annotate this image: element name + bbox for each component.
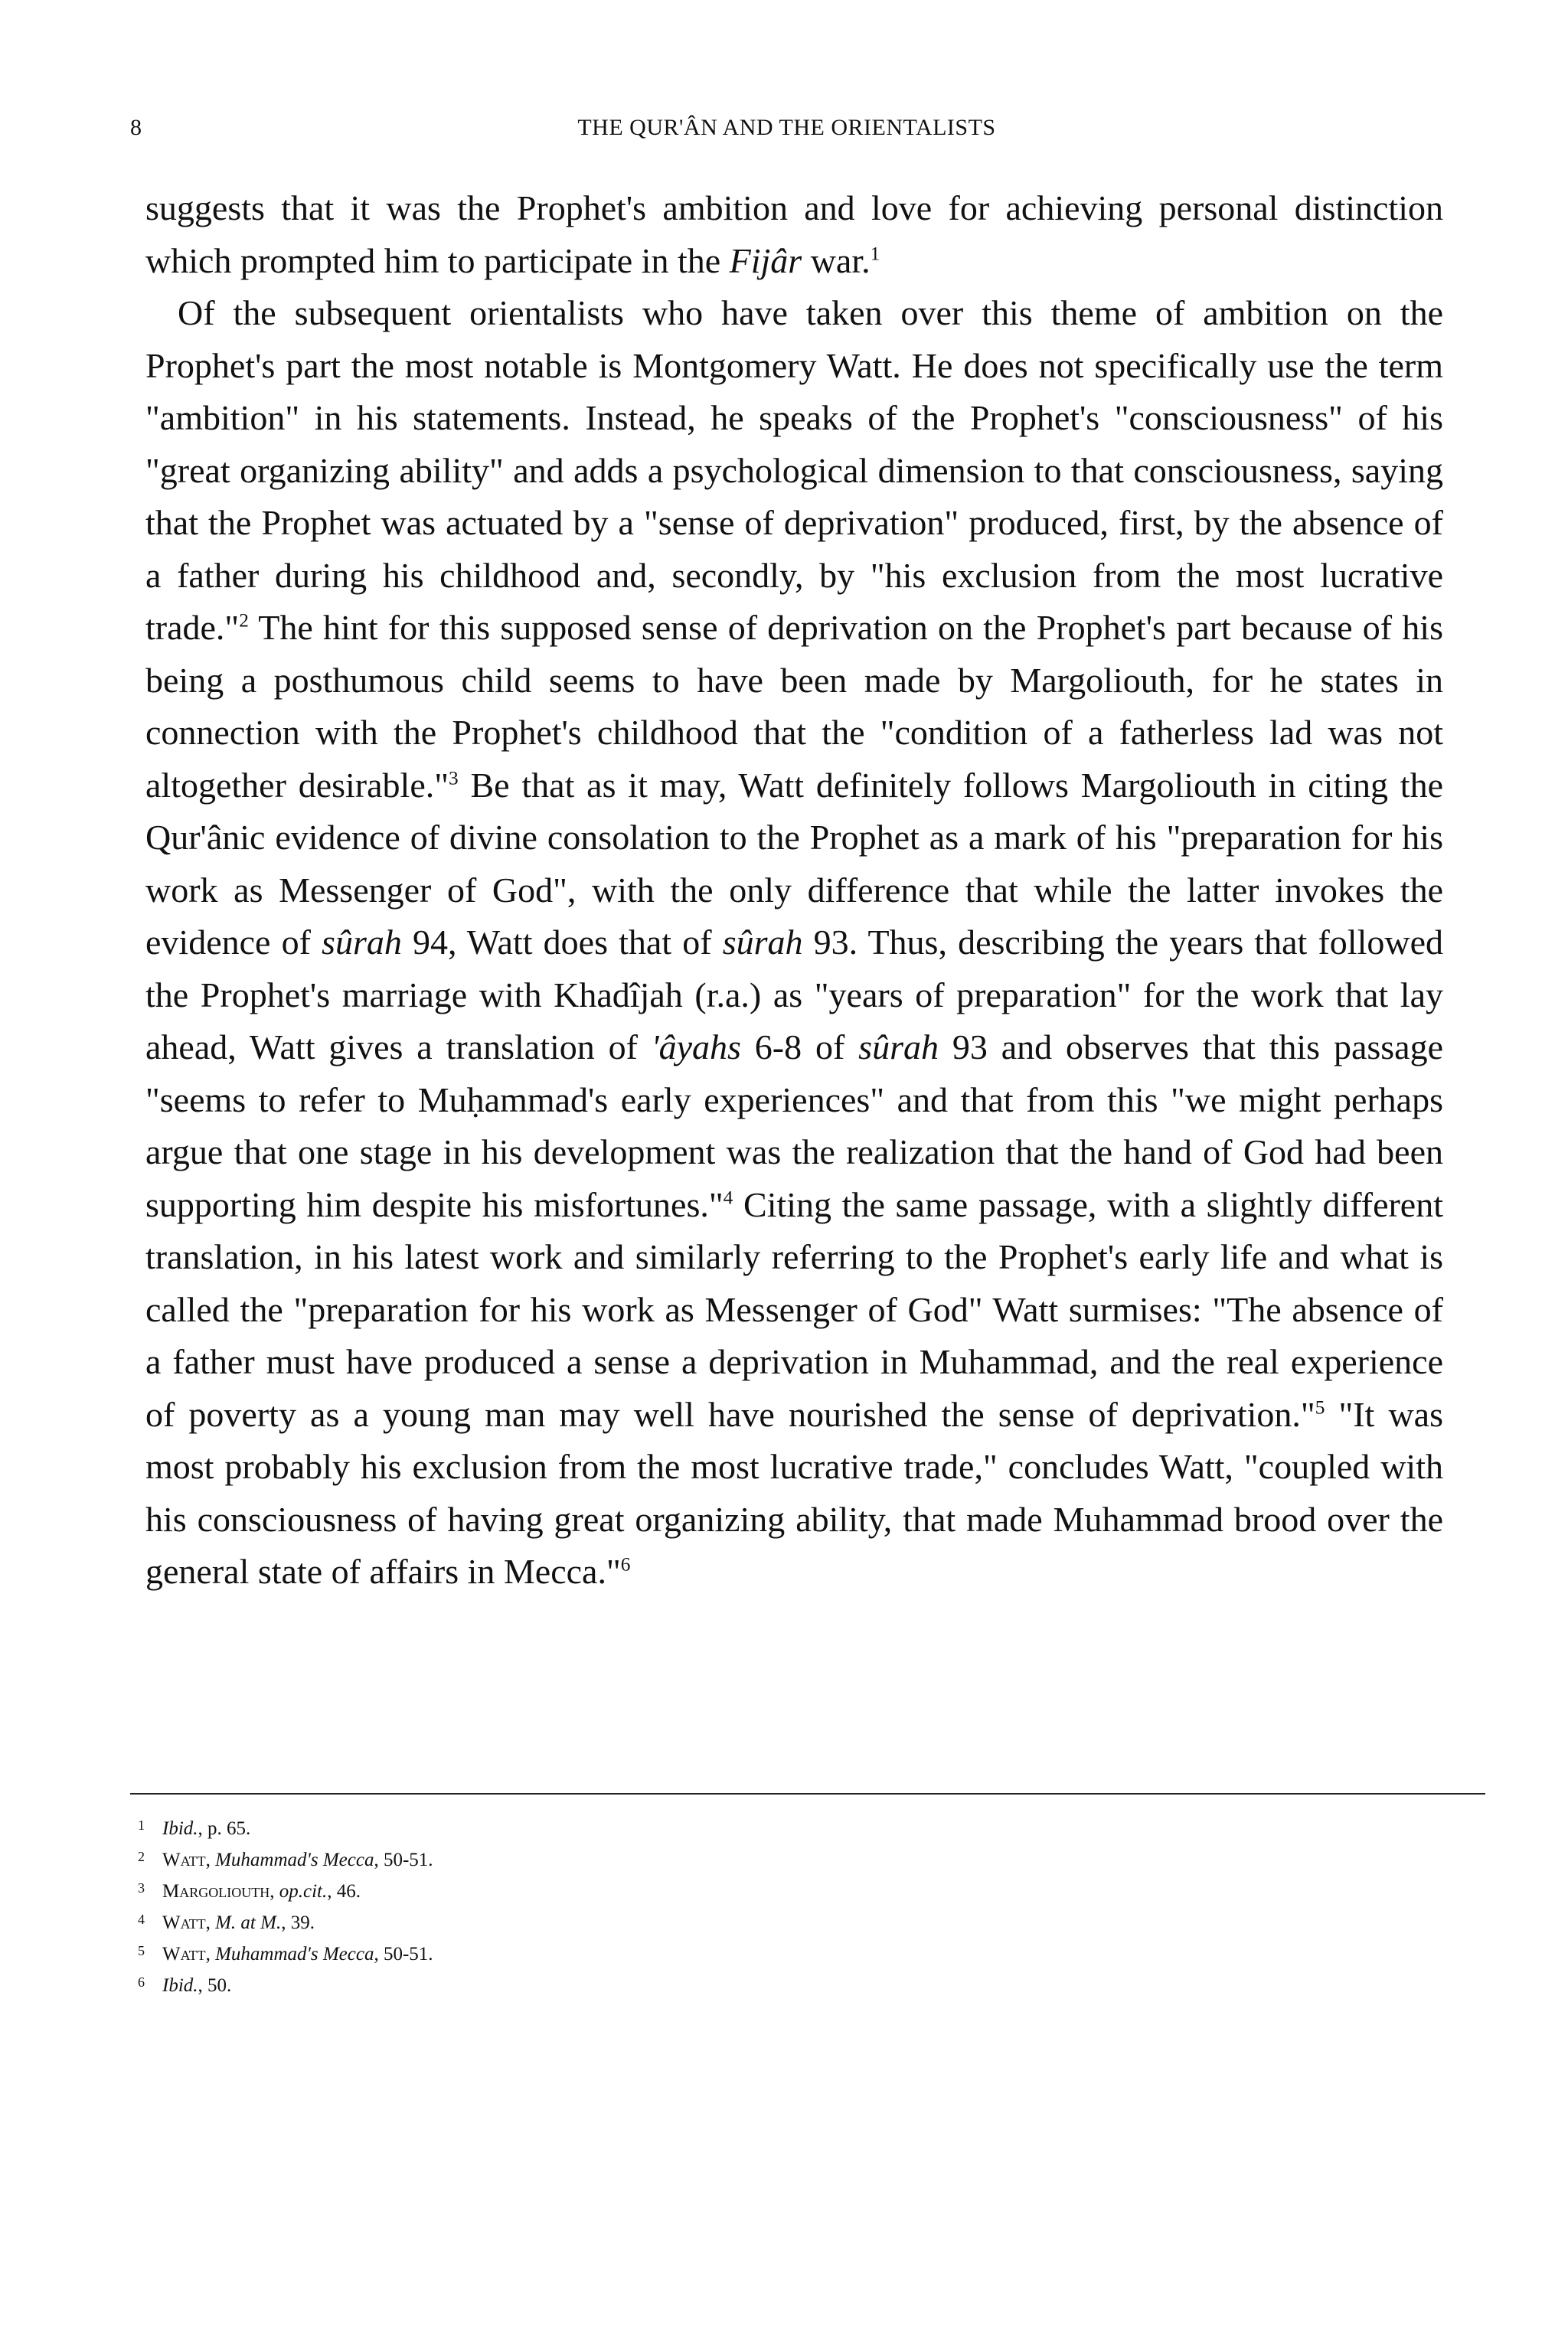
footnote-4: 4 Watt, M. at M., 39. <box>138 1912 315 1933</box>
footnote-3: 3 Margoliouth, op.cit., 46. <box>138 1880 361 1902</box>
body-text <box>145 182 1443 1599</box>
footnote-2: 2 Watt, Muhammad's Mecca, 50-51. <box>138 1849 433 1870</box>
footnotes <box>138 1813 1210 2001</box>
paragraph-2: Of the subsequent orientalists who have taken over this theme of ambition on the Prophet's part the most notable is Montgomery Watt. He does not specifically use the term "ambition" in his statements. Instead, he speaks of the Prophet's "consciousness" of his "great organizing ability" and adds a psychological dimension to that consciousness, saying that the Prophet was actuated by a "sense of deprivation" produced, first, by the absence of a father during his childhood and, secondly, by "his exclusion from the most lucrative trade."$^2$ The hint for this supposed sense of deprivation on the Prophet's part because of his being a posthumous child seems to have been made by Margoliouth, for he states in connection with the Prophet's childhood that the "condition of a fatherless lad was not altogether desirable."$^3$ Be that as it may, Watt definitely follows Margoliouth in citing the Qur'ânic evidence of divine consolation to the Prophet as a mark of his "preparation for his work as Messenger of God", with the only difference that while the latter invokes the evidence of sûrah 94, Watt does that of sûrah 93. Thus, describing the years that followed the Prophet's marriage with Khadîjah (r.a.) as "years of preparation" for the work that lay ahead, Watt gives a translation of 'âyahs 6-8 of sûrah 93 and observes that this passage "seems to refer to Muḥammad's early experiences" and that from this "we might perhaps argue that one stage in his development was the realization that the hand of God had been supporting him despite his misfortunes."$^4$ Citing the same passage, with a slightly different translation, in his latest work and similarly referring to the Prophet's early life and what is called the "preparation for his work as Messenger of God" Watt surmises: "The absence of a father must have produced a sense a deprivation in Muhammad, and the real experience of poverty as a young man may well have nourished the sense of deprivation."$^5$ "It was most probably his exclusion from the most lucrative trade," concludes Watt, "coupled with his consciousness of having great organizing ability, that made Muhammad brood over the general state of affairs in Mecca."$^6$ <box>145 293 1444 1591</box>
page-header <box>130 115 1443 145</box>
footnote-ref-4: 4 <box>723 1187 733 1209</box>
paragraph-1: suggests that it was the Prophet's ambition and love for achieving personal distinction which prompted him to participate in the Fijâr war.$^1$ <box>145 188 1443 280</box>
footnote-ref-6: 6 <box>620 1553 631 1576</box>
running-head: THE QUR'ÂN AND THE ORIENTALISTS <box>577 115 996 140</box>
footnote-divider <box>130 1793 1485 1795</box>
page-number: 8 <box>130 115 142 140</box>
footnote-ref-3: 3 <box>449 767 459 789</box>
footnote-1: 1 Ibid., p. 65. <box>138 1818 251 1839</box>
footnote-5: 5 Watt, Muhammad's Mecca, 50-51. <box>138 1943 433 1965</box>
footnote-ref-1: 1 <box>870 243 880 265</box>
footnote-ref-2: 2 <box>239 609 249 632</box>
footnote-6: 6 Ibid., 50. <box>138 1974 232 1996</box>
footnote-ref-5: 5 <box>1315 1396 1325 1419</box>
